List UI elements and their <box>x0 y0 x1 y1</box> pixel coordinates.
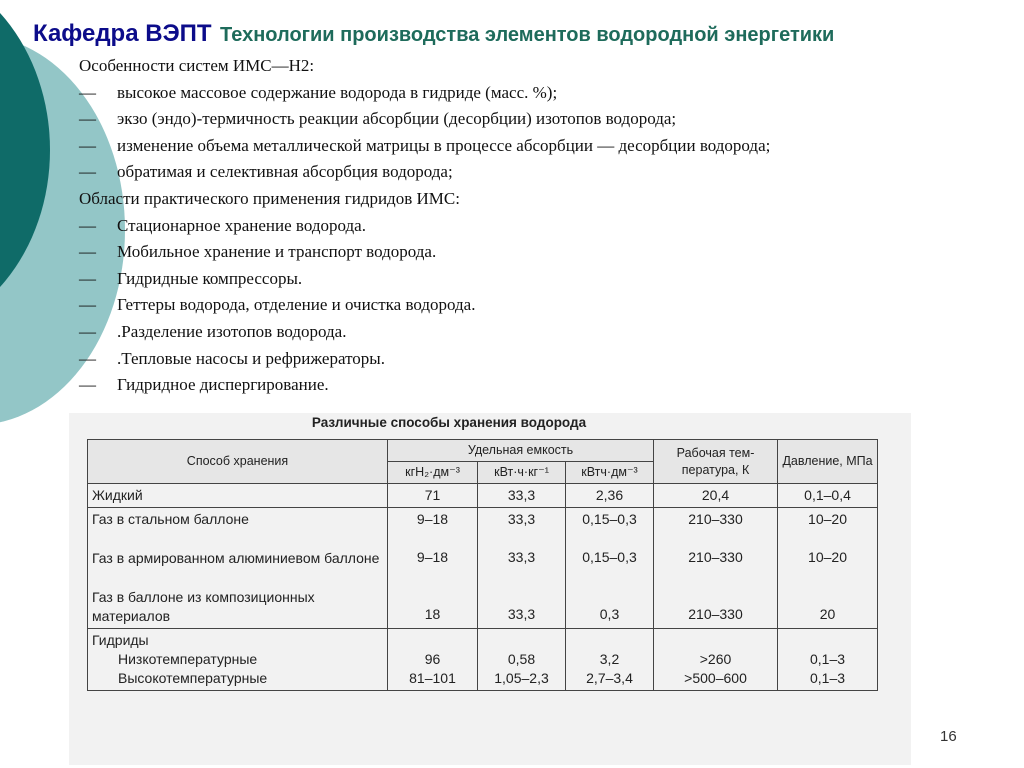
bullet: — <box>79 215 96 235</box>
header-capacity: Удельная емкость <box>388 440 654 462</box>
storage-table <box>87 439 878 691</box>
cell-value: >500–600 <box>684 670 747 686</box>
table-row <box>88 629 878 691</box>
cell-value: 10–20 <box>808 549 847 565</box>
list-item <box>79 319 979 346</box>
cell-value: 0,58 <box>507 651 536 667</box>
cell-method: Гидриды <box>92 632 149 648</box>
page-number: 16 <box>940 728 957 745</box>
cell-value: 0,1–3 <box>809 651 846 667</box>
cell-value-group <box>478 629 566 691</box>
cell-method: Высокотемпературные <box>118 670 268 686</box>
bullet: — <box>79 295 96 315</box>
list-item <box>79 133 979 160</box>
bullet: — <box>79 135 96 155</box>
bullet: — <box>79 375 96 395</box>
bullet: — <box>79 348 96 368</box>
storage-table-figure <box>69 413 911 765</box>
cell-value: 0,1–3 <box>809 670 846 686</box>
cell-value: 96 <box>424 651 441 667</box>
bullet: — <box>79 242 96 262</box>
cell-value-group <box>654 508 778 629</box>
cell-value: 33,3 <box>478 484 566 508</box>
list-item <box>79 213 979 240</box>
cell-value: 33,3 <box>507 511 536 527</box>
cell-value: 2,36 <box>566 484 654 508</box>
cell-value: 210–330 <box>688 511 743 527</box>
cell-method: Газ в стальном баллоне <box>92 511 249 527</box>
header-temperature: Рабочая тем-пература, К <box>654 440 778 484</box>
cell-value: 33,3 <box>507 549 536 565</box>
cell-value: 1,05–2,3 <box>494 670 549 686</box>
list-item <box>79 292 979 319</box>
cell-value: 71 <box>388 484 478 508</box>
cell-value-group <box>778 508 878 629</box>
cell-value: 210–330 <box>688 606 743 622</box>
list-item <box>79 106 979 133</box>
list-item <box>79 346 979 373</box>
cell-value: 2,7–3,4 <box>586 670 633 686</box>
header-pressure: Давление, МПа <box>778 440 878 484</box>
list-item <box>79 266 979 293</box>
list-item-text: .Тепловые насосы и рефрижераторы. <box>117 348 385 368</box>
section-title: Области практического применения гидридов ИМС: <box>79 188 460 208</box>
cell-value: 0,1–0,4 <box>778 484 878 508</box>
cell-value: >260 <box>699 651 732 667</box>
department-title: Кафедра ВЭПТ <box>33 20 212 47</box>
cell-method: Газ в армированном алюминиевом баллоне <box>92 550 380 566</box>
cell-value: 0,15–0,3 <box>582 511 637 527</box>
cell-value-group <box>654 629 778 691</box>
list-item <box>79 80 979 107</box>
cell-value: 0,15–0,3 <box>582 549 637 565</box>
cell-value-group <box>566 508 654 629</box>
topic-title: Технологии производства элементов водородной энергетики <box>220 24 835 46</box>
cell-value: 9–18 <box>416 511 449 527</box>
cell-value: 9–18 <box>416 549 449 565</box>
slide-body <box>79 53 979 399</box>
header-method: Способ хранения <box>88 440 388 484</box>
cell-method: Низкотемпературные <box>118 651 258 667</box>
cell-value-group <box>388 629 478 691</box>
list-item-text: экзо (эндо)-термичность реакции абсорбции (десорбции) изотопов водорода; <box>117 109 677 129</box>
header-cap-kg: кгН₂·дм⁻³ <box>388 462 478 484</box>
list-item-text: .Разделение изотопов водорода. <box>117 321 347 341</box>
cell-value: 81–101 <box>409 670 456 686</box>
cell-value: 18 <box>424 606 441 622</box>
bullet: — <box>79 162 96 182</box>
cell-value: 20 <box>819 606 836 622</box>
cell-value: 10–20 <box>808 511 847 527</box>
cell-value: 3,2 <box>599 651 620 667</box>
list-item <box>79 159 979 186</box>
cell-value-group <box>478 508 566 629</box>
cell-value-group <box>388 508 478 629</box>
cell-value: 210–330 <box>688 549 743 565</box>
cell-method-group <box>88 629 388 691</box>
list-item-text: Мобильное хранение и транспорт водорода. <box>117 242 437 262</box>
cell-method: Жидкий <box>88 484 388 508</box>
table-row <box>88 508 878 629</box>
cell-value: 0,3 <box>599 606 620 622</box>
bullet: — <box>79 109 96 129</box>
list-item-text: высокое массовое содержание водорода в гидриде (масс. %); <box>117 82 558 102</box>
table-row <box>88 484 878 508</box>
list-item-text: Геттеры водорода, отделение и очистка водорода. <box>117 295 476 315</box>
list-item-text: Гидридные компрессоры. <box>117 268 303 288</box>
cell-value-group <box>566 629 654 691</box>
list-item <box>79 372 979 399</box>
cell-method: Газ в баллоне из композиционных материалов <box>92 589 315 624</box>
slide-header <box>33 20 834 48</box>
table-caption: Различные способы хранения водорода <box>311 415 587 430</box>
list-item-text: обратимая и селективная абсорбция водорода; <box>117 162 453 182</box>
cell-value: 20,4 <box>654 484 778 508</box>
header-cap-kwh-kg: кВт·ч·кг⁻¹ <box>478 462 566 484</box>
list-item <box>79 239 979 266</box>
bullet: — <box>79 82 96 102</box>
list-item-text: изменение объема металлической матрицы в процессе абсорбции — десорбции водорода; <box>117 135 771 155</box>
bullet: — <box>79 268 96 288</box>
section-title: Особенности систем ИМС—Н2: <box>79 56 315 75</box>
list-item-text: Гидридное диспергирование. <box>117 375 329 395</box>
cell-value: 33,3 <box>507 606 536 622</box>
bullet: — <box>79 321 96 341</box>
cell-value-group <box>778 629 878 691</box>
header-cap-kwh-dm: кВтч·дм⁻³ <box>566 462 654 484</box>
cell-method-group <box>88 508 388 629</box>
list-item-text: Стационарное хранение водорода. <box>117 215 366 235</box>
